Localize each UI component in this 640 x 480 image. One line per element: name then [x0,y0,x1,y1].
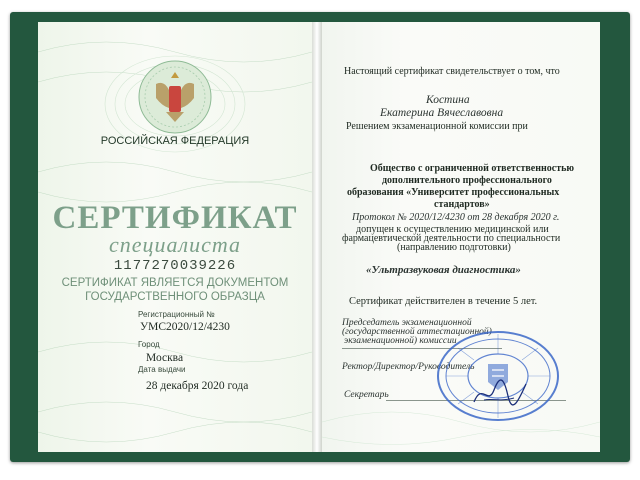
specialty-text: «Ультразвуковая диагностика» [366,264,521,276]
certificate-number: 1177270039226 [113,258,237,274]
intro-text: Настоящий сертификат свидетельствует о том, что [344,66,560,77]
coat-of-arms-emblem [136,58,214,136]
rector-label: Ректор/Директор/Руководитель [342,362,475,372]
organization-line-3: образования «Университет профессиональных [347,187,560,198]
organization-line-1: Общество с ограниченной ответственностью [370,163,575,174]
organization-line-2: дополнительного профессионального [382,175,552,186]
registration-label: Регистрационный № [138,310,215,319]
city-label: Город [138,340,160,349]
admitted-line-1: допущен к осуществлению медицинской или [356,224,549,235]
secretary-label: Секретарь [344,390,389,400]
handwritten-signature [470,372,530,412]
document-status-line-2: ГОСУДАРСТВЕННОГО ОБРАЗЦА [85,291,265,303]
country-name: РОССИЙСКАЯ ФЕДЕРАЦИЯ [100,135,250,147]
certificate-subtitle: специалиста [108,232,242,257]
registration-value: УМС2020/12/4230 [140,321,230,333]
issue-date-label: Дата выдачи [138,365,186,374]
certificate-title: СЕРТИФИКАТ [52,200,298,236]
validity-text: Сертификат действителен в течение 5 лет. [349,296,538,307]
commission-decision: Решением экзаменационной комиссии при [346,121,528,132]
chairman-line-3: экзаменационной) комиссии [344,336,457,346]
city-value: Москва [146,352,184,364]
protocol-text: Протокол № 2020/12/4230 от 28 декабря 2020 г. [352,212,560,223]
chairman-line-1: Председатель экзаменационной [342,318,472,328]
document-status-line-1: СЕРТИФИКАТ ЯВЛЯЕТСЯ ДОКУМЕНТОМ [61,277,289,289]
admitted-line-2: фармацевтической деятельности по специальности [342,233,561,244]
book-spine [312,22,322,452]
chairman-line-2: (государственной аттестационной) [342,327,492,337]
issue-date-value: 28 декабря 2020 года [146,380,249,392]
left-page [38,22,312,452]
holder-surname: Костина [426,94,470,106]
organization-line-4: стандартов» [434,199,490,210]
holder-name: Екатерина Вячеславовна [380,107,504,119]
admitted-line-3: (направлению подготовки) [397,242,511,253]
